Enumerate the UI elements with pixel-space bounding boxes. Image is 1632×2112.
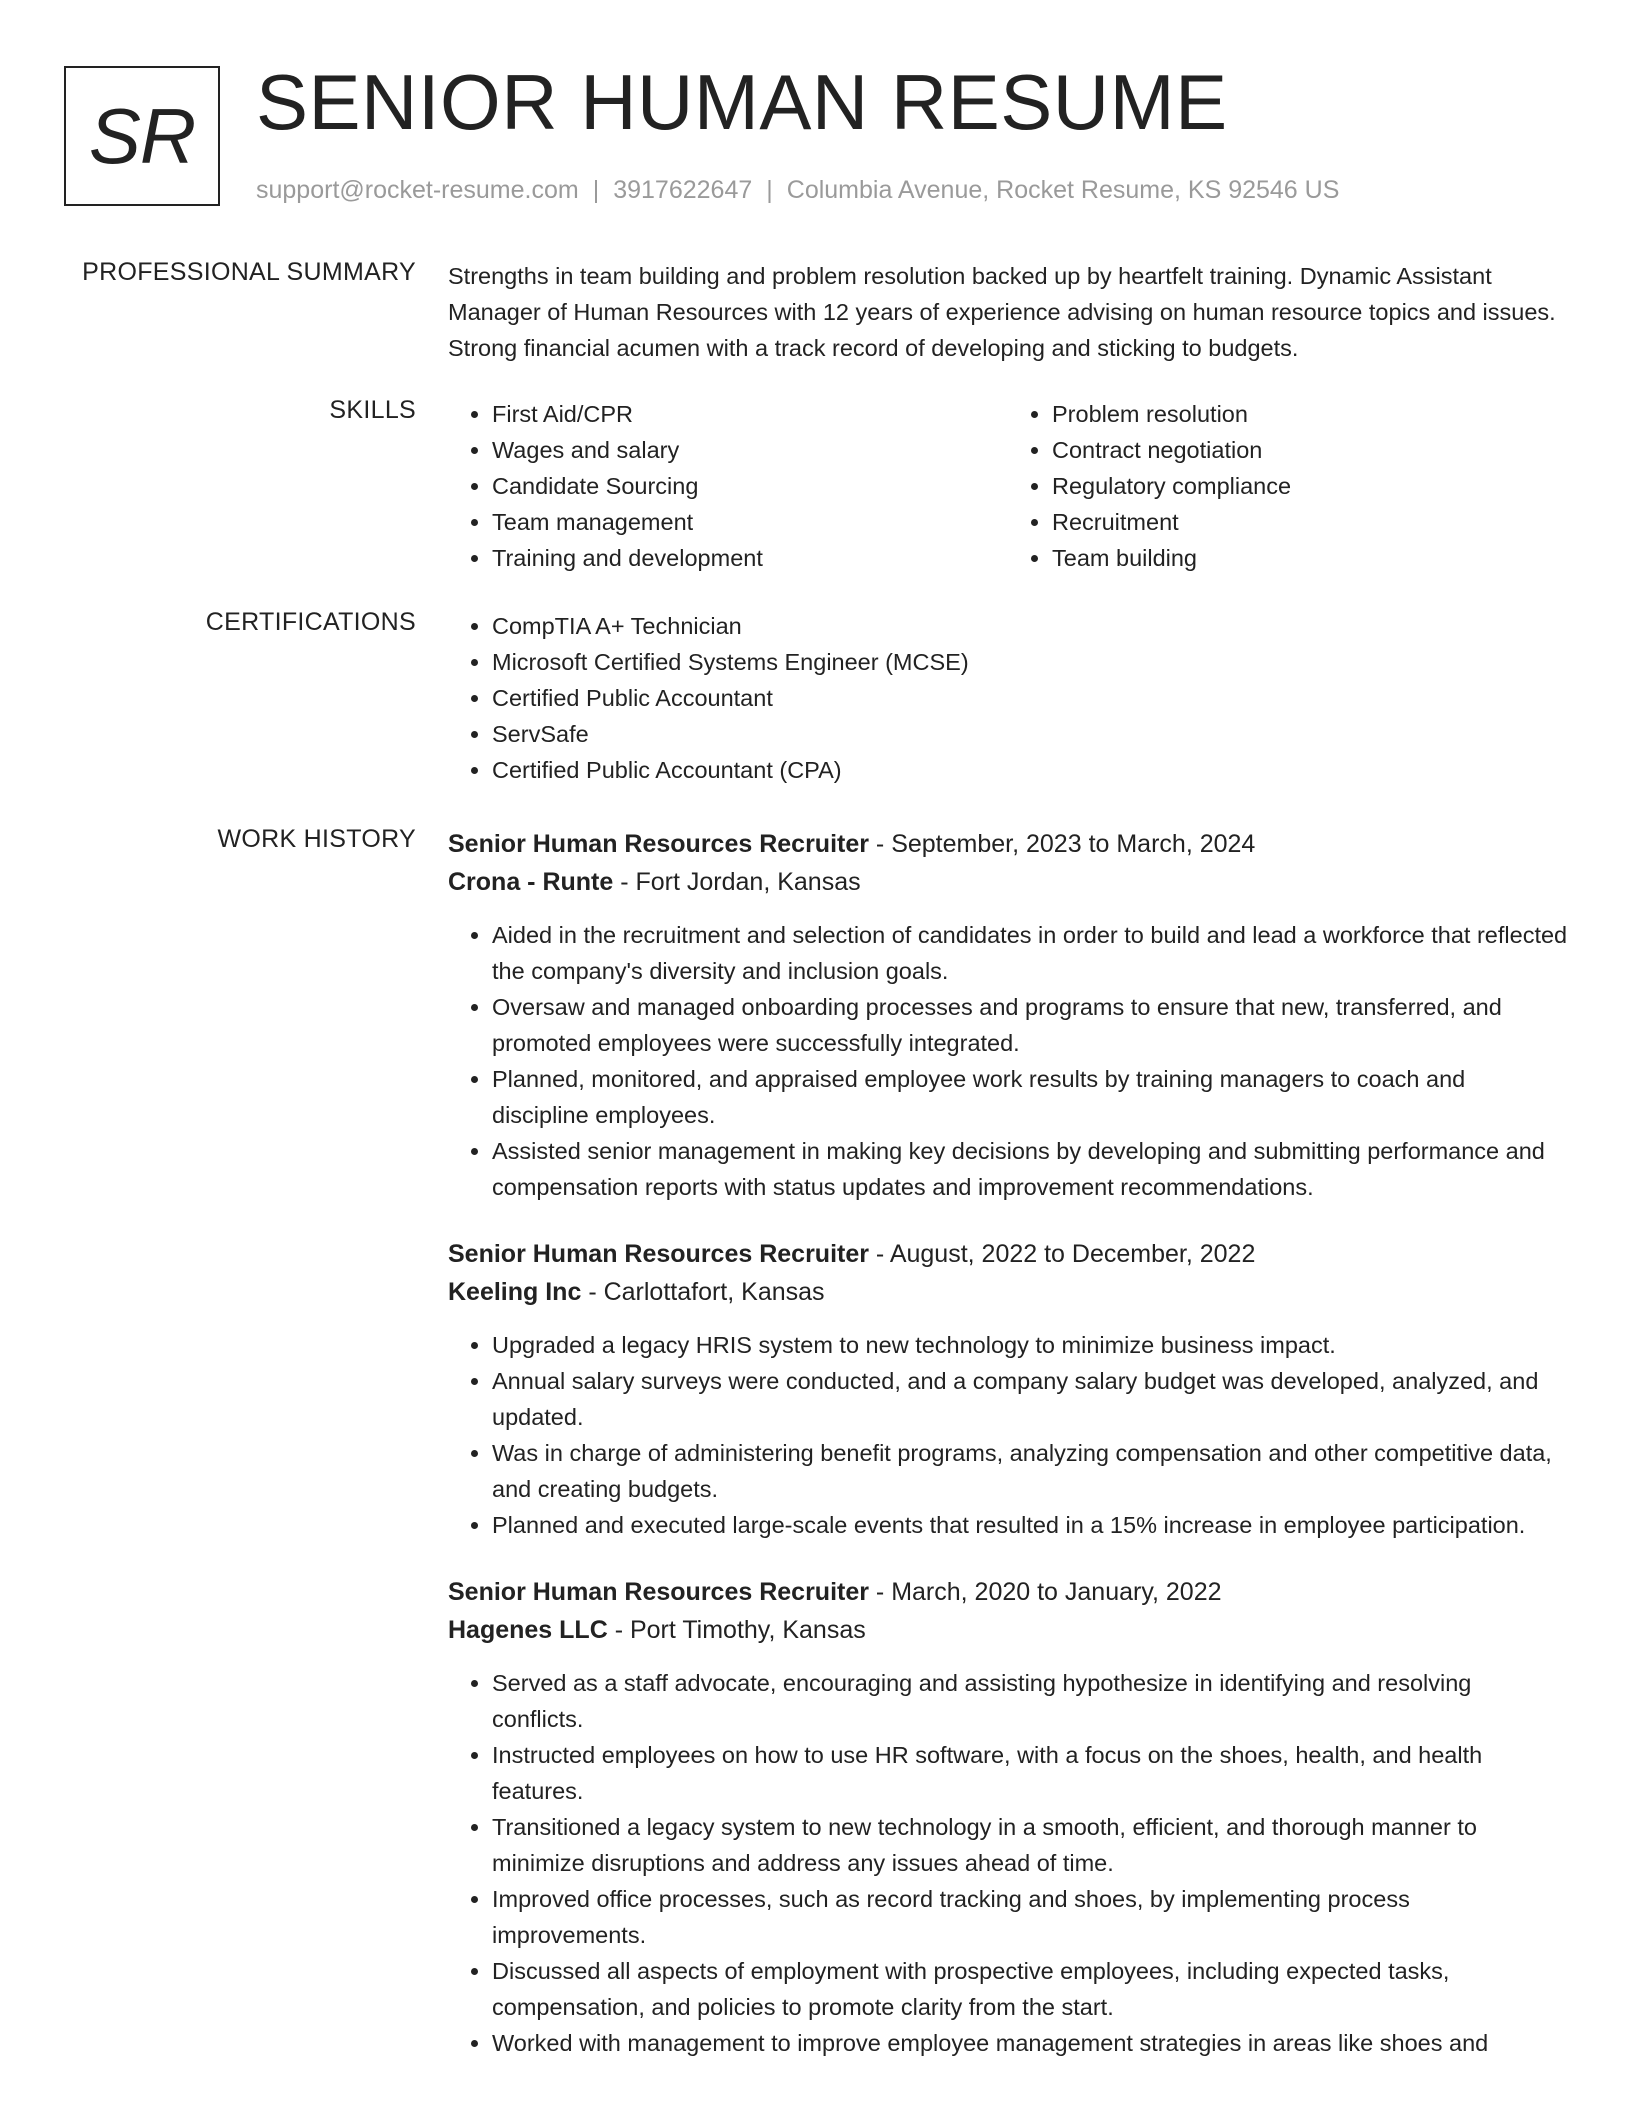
- contact-separator: |: [766, 176, 773, 204]
- job-company: Keeling Inc: [448, 1278, 582, 1306]
- skill-item: • Training and development: [492, 540, 1008, 576]
- certification-item: • Microsoft Certified Systems Engineer (MCSE): [492, 644, 1568, 680]
- skill-item: • Candidate Sourcing: [492, 468, 1008, 504]
- job-company: Hagenes LLC: [448, 1616, 608, 1644]
- skill-item: • Regulatory compliance: [1052, 468, 1568, 504]
- monogram-logo: [64, 66, 220, 206]
- job-title-line: [448, 1573, 1568, 1611]
- job-bullet: • Was in charge of administering benefit programs, analyzing compensation and other competitive data, and creating budgets.: [492, 1435, 1568, 1507]
- job-company: Crona - Runte: [448, 868, 614, 896]
- job-entry: [448, 1573, 1568, 2061]
- job-bullet: • Discussed all aspects of employment with prospective employees, including expected tasks, compensation, and policies to promote clarity from the start.: [492, 1953, 1568, 2025]
- certification-item: • Certified Public Accountant: [492, 680, 1568, 716]
- job-bullets: [448, 1665, 1568, 2061]
- job-bullet: • Planned and executed large-scale events that resulted in a 15% increase in employee participation.: [492, 1507, 1568, 1543]
- certifications-body: [448, 608, 1568, 788]
- job-bullet: • Transitioned a legacy system to new technology in a smooth, efficient, and thorough manner to minimize disruptions and address any issues ahead of time.: [492, 1809, 1568, 1881]
- skills-body: [448, 396, 1568, 576]
- job-dates: - August, 2022 to December, 2022: [868, 1240, 1256, 1268]
- job-location: - Carlottafort, Kansas: [581, 1278, 825, 1306]
- job-entry: [448, 1235, 1568, 1543]
- summary-body: [448, 258, 1568, 366]
- job-company-line: [448, 863, 1568, 901]
- certification-item: • ServSafe: [492, 716, 1568, 752]
- job-company-line: [448, 1273, 1568, 1311]
- job-bullet: • Instructed employees on how to use HR software, with a focus on the shoes, health, and health features.: [492, 1737, 1568, 1809]
- section-label-summary: PROFESSIONAL SUMMARY: [82, 258, 416, 286]
- job-company-line: [448, 1611, 1568, 1649]
- job-dates: - September, 2023 to March, 2024: [868, 830, 1256, 858]
- skill-item: • Wages and salary: [492, 432, 1008, 468]
- skill-item: • Problem resolution: [1052, 396, 1568, 432]
- job-bullet: • Planned, monitored, and appraised employee work results by training managers to coach and discipline employees.: [492, 1061, 1568, 1133]
- certification-item: • CompTIA A+ Technician: [492, 608, 1568, 644]
- skill-item: • Team management: [492, 504, 1008, 540]
- job-entry: [448, 825, 1568, 1205]
- job-bullet: • Served as a staff advocate, encouraging and assisting hypothesize in identifying and resolving conflicts.: [492, 1665, 1568, 1737]
- job-bullets: [448, 1327, 1568, 1543]
- job-title: Senior Human Resources Recruiter: [448, 1240, 869, 1268]
- job-bullet: • Upgraded a legacy HRIS system to new technology to minimize business impact.: [492, 1327, 1568, 1363]
- skill-item: • First Aid/CPR: [492, 396, 1008, 432]
- job-location: - Fort Jordan, Kansas: [613, 868, 861, 896]
- skill-item: • Recruitment: [1052, 504, 1568, 540]
- contact-email: support@rocket-resume.com: [256, 176, 579, 204]
- job-bullet: • Aided in the recruitment and selection of candidates in order to build and lead a workforce that reflected the company's diversity and inclusion goals.: [492, 917, 1568, 989]
- job-title: Senior Human Resources Recruiter: [448, 1578, 869, 1606]
- contact-phone: 3917622647: [613, 176, 753, 204]
- job-location: - Port Timothy, Kansas: [607, 1616, 866, 1644]
- job-bullets: [448, 917, 1568, 1205]
- skill-item: • Contract negotiation: [1052, 432, 1568, 468]
- section-label-work-history: WORK HISTORY: [217, 825, 416, 853]
- summary-text: Strengths in team building and problem resolution backed up by heartfelt training. Dynamic Assistant Manager of Human Resources with 12 years of experience advising on human resource topics and issues. Strong financial acumen with a track record of developing and sticking to budgets.: [448, 263, 1556, 361]
- resume-name: SENIOR HUMAN RESUME: [256, 58, 1228, 146]
- skill-item: • Team building: [1052, 540, 1568, 576]
- contact-separator: |: [592, 176, 600, 204]
- section-label-certifications: CERTIFICATIONS: [205, 608, 416, 636]
- job-bullet: • Annual salary surveys were conducted, and a company salary budget was developed, analyzed, and updated.: [492, 1363, 1568, 1435]
- skills-list-left: [448, 396, 1008, 576]
- job-bullet: • Improved office processes, such as record tracking and shoes, by implementing process improvements.: [492, 1881, 1568, 1953]
- monogram-initials: SR: [88, 91, 196, 180]
- job-dates: - March, 2020 to January, 2022: [868, 1578, 1222, 1606]
- job-bullet: • Assisted senior management in making key decisions by developing and submitting performance and compensation reports with status updates and improvement recommendations.: [492, 1133, 1568, 1205]
- job-title-line: [448, 1235, 1568, 1273]
- certification-item: • Certified Public Accountant (CPA): [492, 752, 1568, 788]
- job-title: Senior Human Resources Recruiter: [448, 830, 869, 858]
- job-bullet: • Oversaw and managed onboarding processes and programs to ensure that new, transferred, and promoted employees were successfully integrated.: [492, 989, 1568, 1061]
- work-history-body: [448, 825, 1568, 2091]
- contact-address: Columbia Avenue, Rocket Resume, KS 92546 US: [786, 176, 1340, 204]
- contact-line: [256, 176, 1339, 205]
- certifications-list: [448, 608, 1568, 788]
- job-bullet: • Worked with management to improve employee management strategies in areas like shoes and: [492, 2025, 1568, 2061]
- section-label-skills: SKILLS: [329, 396, 416, 424]
- job-title-line: [448, 825, 1568, 863]
- skills-list-right: [1008, 396, 1568, 576]
